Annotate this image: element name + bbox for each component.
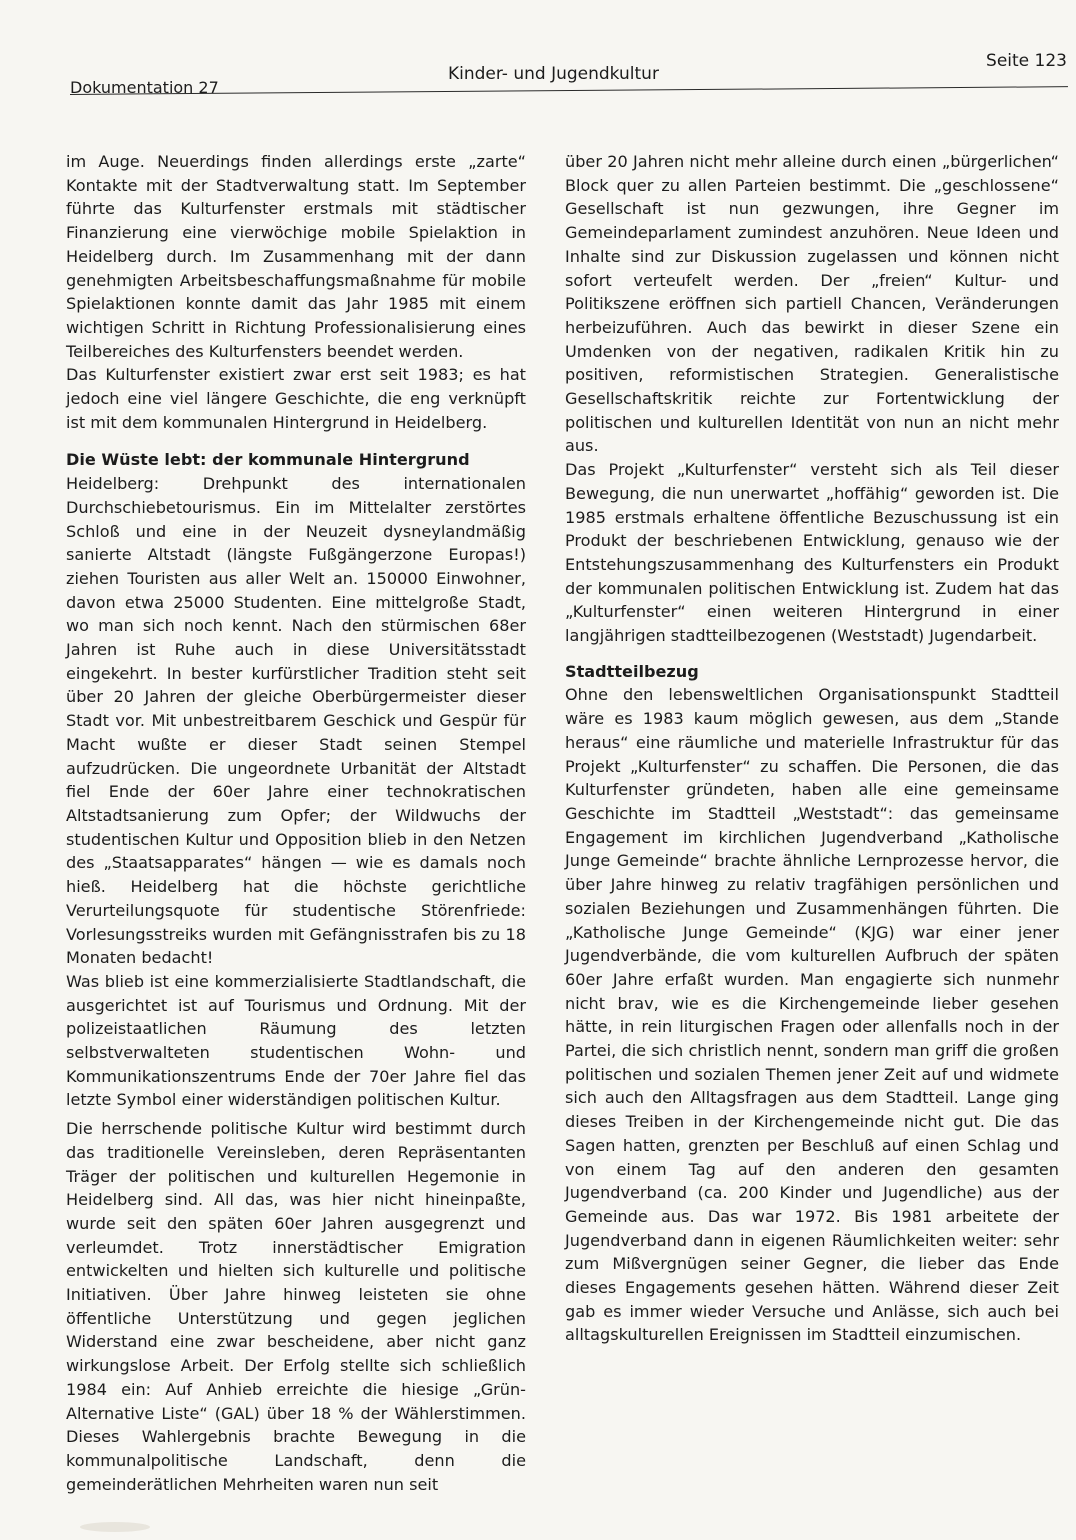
section-title: Kinder- und Jugendkultur — [448, 64, 659, 84]
paragraph: im Auge. Neuerdings finden allerdings erste „zarte“ Kontakte mit der Stadtverwaltung statt. Im September führte das Kulturfenster erstmals mit städtischer Finanzierung eine vierwöchige mobile Spielaktion in Heidelberg durch. Im Zusammenhang mit der dann genehmigten Arbeitsbeschaffungsmaßnahme für mobile Spielaktionen konnte damit das Jahr 1985 mit einem wichtigen Schritt in Richtung Professionalisierung eines Teilbereiches des Kulturfensters beendet werden. — [66, 152, 526, 361]
paragraph: Das Kulturfenster existiert zwar erst seit 1983; es hat jedoch eine viel längere Geschichte, die eng verknüpft ist mit dem kommunalen Hintergrund in Heidelberg. — [66, 365, 526, 432]
paragraph: Heidelberg: Drehpunkt des internationalen Durchschiebetourismus. Ein im Mittelalter zerstörtes Schloß und eine in der Neuzeit dysneylandmäßig sanierte Altstadt (längste Fußgängerzone Europas!) ziehen Touristen aus aller Welt an. 150000 Einwohner, davon etwa 25000 Studenten. Eine mittelgroße Stadt, wo man sich noch kennt. Nach den stürmischen 68er Jahren ist Ruhe auch in diese Universitätsstadt eingekehrt. In bester kurfürstlicher Tradition steht seit über 20 Jahren der gleiche Oberbürgermeister dieser Stadt vor. Mit unbestreitbarem Geschick und Gespür für Macht wußte er dieser Stadt seinen Stempel aufzudrücken. Die ungeordnete Urbanität der Altstadt fiel Ende der 60er Jahre einer technokratischen Altstadtsanierung zum Opfer; der Wildwuchs der studentischen Kultur und Opposition blieb in den Netzen des „Staatsapparates“ hängen — wie es damals noch hieß. Heidelberg hat die höchste gerichtliche Verurteilungsquote für studentische Störenfriede: Vorlesungsstreiks wurden mit Gefängnisstrafen bis zu 18 Monaten bedacht! — [66, 474, 526, 968]
paragraph: Das Projekt „Kulturfenster“ versteht sich als Teil dieser Bewegung, die nun unerwartet „hoffähig“ geworden ist. Die 1985 erstmals erhaltene öffentliche Bezuschussung ist ein Produkt der beschriebenen Entwicklung, genauso wie der Entstehungszusammenhang des Kulturfensters ein Produkt der kommunalen politischen Entwicklung ist. Zudem hat das „Kulturfenster“ einen weiteren Hintergrund in einer langjährigen stadtteilbezogenen (Weststadt) Jugendarbeit. — [565, 460, 1059, 646]
paragraph: über 20 Jahren nicht mehr alleine durch einen „bürgerlichen“ Block quer zu allen Parteien bestimmt. Die „geschlossene“ Gesellschaft ist nun gezwungen, ihre Gegner im Gemeindeparlament zumindest anzuhören. Neue Ideen und Inhalte sind zur Diskussion zugelassen und können nicht sofort verteufelt werden. Der „freien“ Kultur- und Politikszene eröffnen sich partiell Chancen, Veränderungen herbeizuführen. Auch das bewirkt in dieser Szene ein Umdenken von der negativen, radikalen Kritik hin zu positiven, reformistischen Strategien. Generalistische Gesellschaftskritik reichte zur Fortentwicklung der politischen und kulturellen Identität von nun an nicht mehr aus. — [565, 152, 1059, 456]
section-heading: Die Wüste lebt: der kommunale Hintergrund — [66, 450, 470, 470]
paragraph: Ohne den lebensweltlichen Organisationspunkt Stadtteil wäre es 1983 kaum möglich gewesen, aus dem „Stande heraus“ eine räumliche und materielle Infrastruktur für das Projekt „Kulturfenster“ zu schaffen. Die Personen, die das Kulturfenster gründeten, haben alle eine gemeinsame Geschichte im Stadtteil „Weststadt“: das gemeinsame Engagement im kirchlichen Jugendverband „Katholische Junge Gemeinde“ brachte ähnliche Lernprozesse hervor, die über Jahre hinweg zu relativ tragfähigen persönlichen und sozialen Beziehungen und Zusammenhängen führten. Die „Katholische Junge Gemeinde“ (KJG) war einer jener Jugendverbände, die vom kulturellen Aufbruch der späten 60er Jahre erfaßt wurden. Man engagierte sich nunmehr nicht brav, wie es die Kirchengemeinde lieber gesehen hätte, in rein liturgischen Fragen oder allenfalls noch in der Partei, die sich christlich nennt, sondern man griff die großen politischen und sozialen Themen jener Zeit auf und widmete sich auch den Alltagsfragen aus dem Stadtteil. Lange ging dieses Treiben in der Kirchengemeinde nicht gut. Die das Sagen hatten, grenzten per Beschluß auf einen Schlag und von einem Tag auf den anderen den gesamten Jugendverband (ca. 200 Kinder und Jugendliche) aus der Gemeinde aus. Das war 1972. Bis 1981 arbeitete der Jugendverband dann in eigenen Räumlichkeiten weiter: sehr zum Mißvergnügen seiner Gegner, die lieber das Ende dieses Engagements gesehen hätten. Während dieser Zeit gab es immer wieder Versuche und Anlässe, sich auch bei alltagskulturellen Ereignissen im Stadtteil einzumischen. — [565, 685, 1059, 1345]
paragraph: Was blieb ist eine kommerzialisierte Stadtlandschaft, die ausgerichtet ist auf Tourismus und Ordnung. Mit der polizeistaatlichen Räumung des letzten selbstverwalteten studentischen Wohn- und Kommunikationszentrums Ende der 70er Jahre fiel das letzte Symbol einer widerständigen politischen Kultur. — [66, 971, 526, 1110]
page-header — [70, 50, 1070, 100]
header-rule — [70, 86, 1068, 95]
paragraph: Die herrschende politische Kultur wird bestimmt durch das traditionelle Vereinsleben, deren Repräsentanten Träger der politischen und kulturellen Hegemonie in Heidelberg sind. All das, was hier nicht hineinpaßte, wurde seit den späten 60er Jahren ausgegrenzt und verleumdet. Trotz innerstädtischer Emigration entwickelten und hielten sich kulturelle und politische Initiativen. Über Jahre hinweg leisteten sie ohne öffentliche Unterstützung und gegen jeglichen Widerstand eine zwar bescheidene, aber nicht ganz wirkungslose Arbeit. Der Erfolg stellte sich schließlich 1984 ein: Auf Anhieb erreichte die hiesige „Grün-Alternative Liste“ (GAL) über 18 % der Wählerstimmen. Dieses Wahlergebnis brachte Bewegung in die kommunalpolitische Landschaft, denn die gemeinderätlichen Mehrheiten waren nun seit — [66, 1119, 526, 1494]
section-heading: Stadtteilbezug — [565, 661, 699, 681]
paper-smudge — [80, 1522, 150, 1532]
right-column — [565, 150, 1059, 1347]
page-number: Seite 123 — [986, 51, 1067, 71]
left-column — [66, 150, 526, 1496]
publication-label: Dokumentation 27 — [70, 78, 219, 97]
